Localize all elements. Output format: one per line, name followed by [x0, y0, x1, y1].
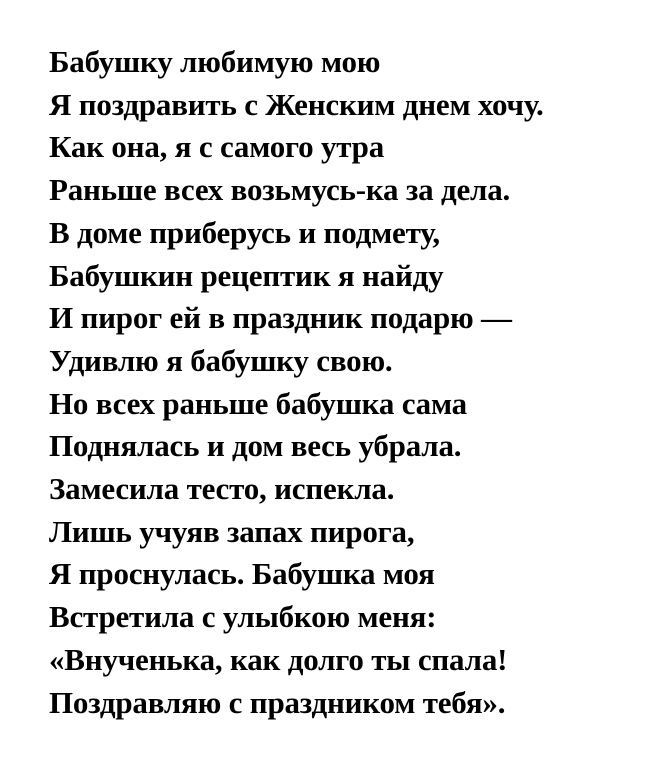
- poem-line-4: Раньше всех возьмусь-ка за дела.: [49, 172, 511, 208]
- poem-line-15: «Внученька, как долго ты спала!: [49, 641, 508, 677]
- poem-line-11: Замесила тесто, испекла.: [49, 471, 395, 507]
- poem-line-3: Как она, я с самого утра: [49, 129, 385, 165]
- poem-line-16: Поздравляю с праздником тебя».: [49, 684, 506, 720]
- poem-text: [49, 41, 649, 724]
- poem-line-7: И пирог ей в праздник подарю —: [49, 300, 512, 336]
- poem-line-9: Но всех раньше бабушка сама: [49, 385, 467, 421]
- poem-line-2: Я поздравить с Женским днем хочу.: [49, 86, 544, 122]
- poem-line-5: В доме приберусь и подмету,: [49, 214, 440, 250]
- poem-line-1: Бабушку любимую мою: [49, 44, 381, 79]
- poem-line-12: Лишь учуяв запах пирога,: [49, 513, 415, 549]
- poem-line-8: Удивлю я бабушку свою.: [49, 342, 393, 378]
- poem-line-10: Поднялась и дом весь убрала.: [49, 428, 462, 464]
- poem-line-14: Встретила с улыбкою меня:: [49, 599, 437, 635]
- poem-line-13: Я проснулась. Бабушка моя: [49, 556, 435, 592]
- poem-line-6: Бабушкин рецептик я найду: [49, 257, 444, 293]
